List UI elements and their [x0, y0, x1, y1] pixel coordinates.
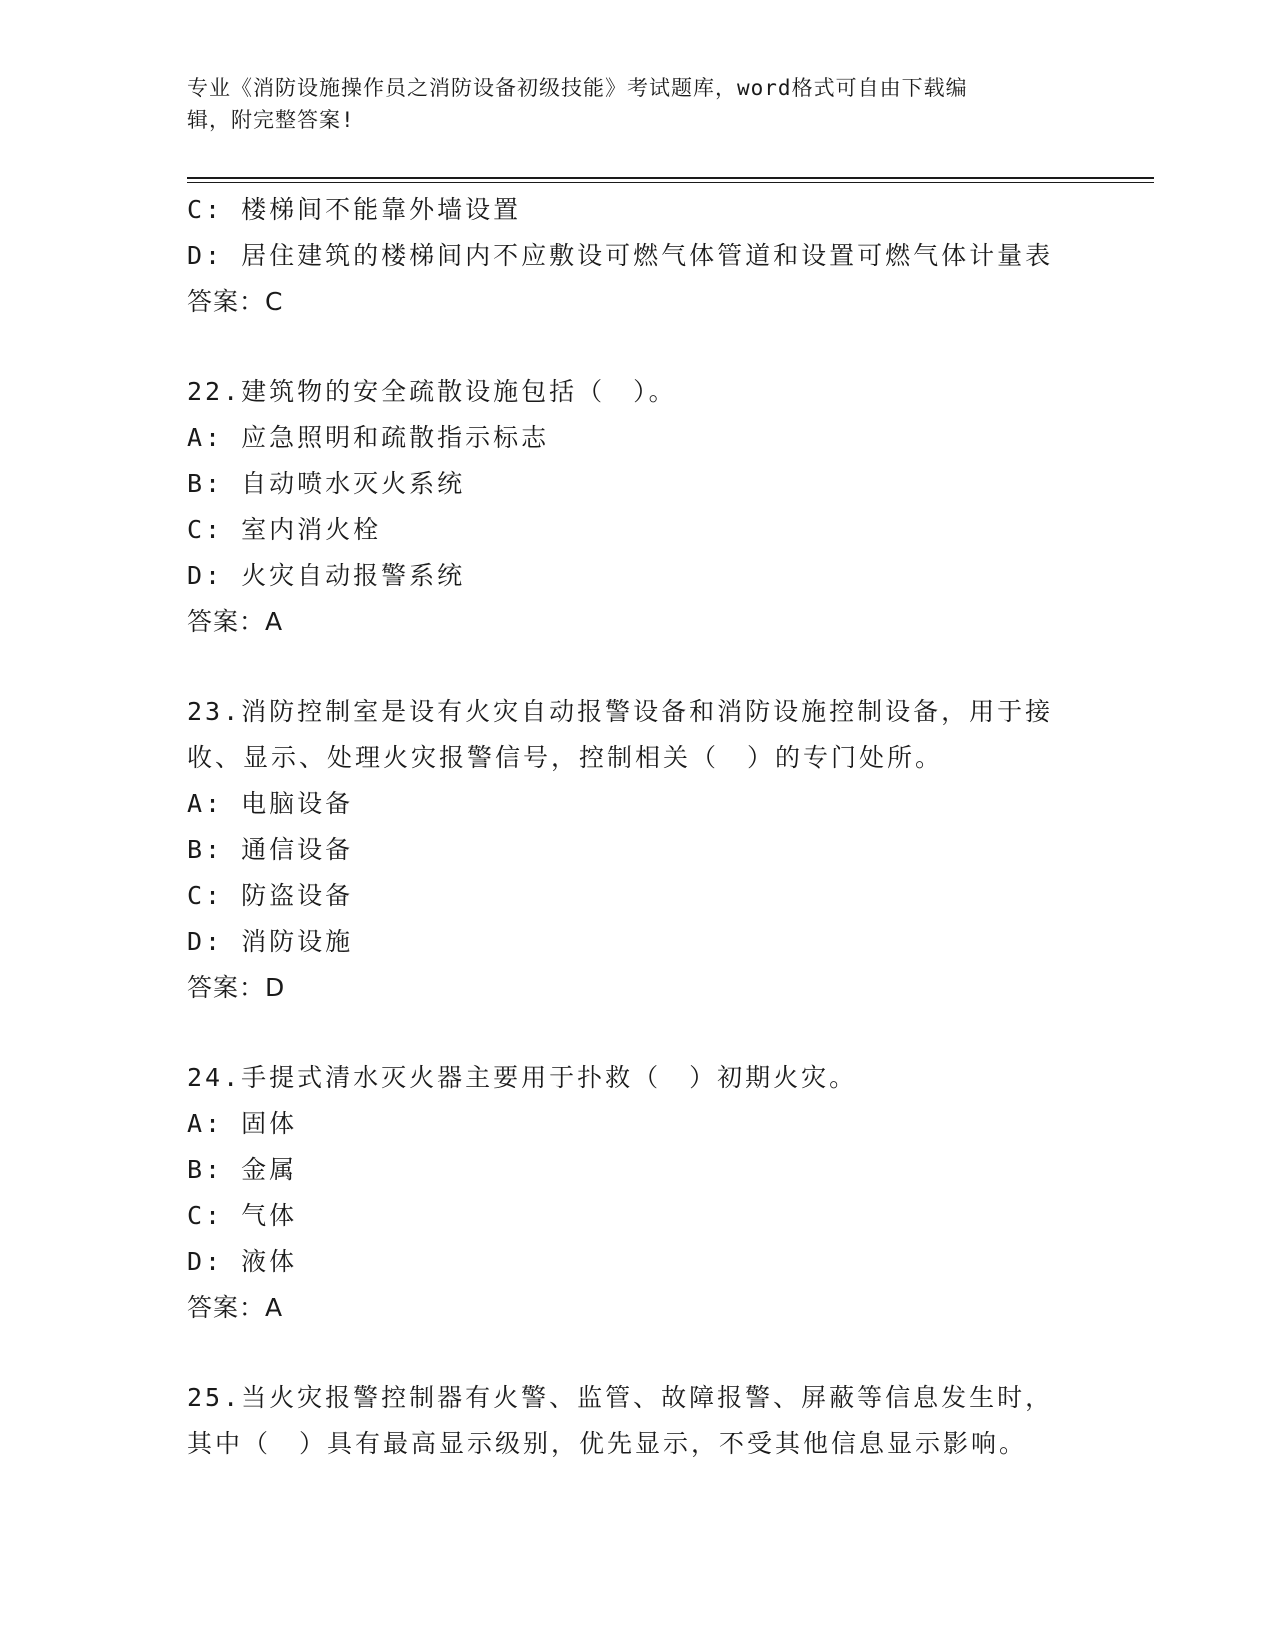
header-divider-thin	[187, 182, 1154, 183]
question-text-line-1: 23.消防控制室是设有火灾自动报警设备和消防设施控制设备，用于接	[187, 697, 1054, 726]
answer-line: 答案：A	[187, 607, 284, 636]
option-c: C: 防盗设备	[187, 881, 354, 910]
option-d: D: 液体	[187, 1247, 298, 1276]
question-text-line-2: 收、显示、处理火灾报警信号，控制相关（ ）的专门处所。	[187, 743, 944, 772]
option-a: A: 电脑设备	[187, 789, 354, 818]
option-b: B: 金属	[187, 1155, 298, 1184]
question-text: 22.建筑物的安全疏散设施包括（ ）。	[187, 377, 677, 406]
header-line-2: 辑，附完整答案!	[187, 108, 355, 132]
question-text-line-2: 其中（ ）具有最高显示级别，优先显示，不受其他信息显示影响。	[187, 1429, 1028, 1458]
option-b: B: 通信设备	[187, 835, 354, 864]
question-23	[187, 689, 1087, 1011]
option-d: D: 消防设施	[187, 927, 354, 956]
question-25	[187, 1375, 1087, 1467]
option-c: C: 室内消火栓	[187, 515, 382, 544]
option-c: C: 气体	[187, 1201, 298, 1230]
option-c: C: 楼梯间不能靠外墙设置	[187, 195, 522, 224]
document-header	[187, 72, 1087, 136]
option-a: A: 应急照明和疏散指示标志	[187, 423, 550, 452]
answer-line: 答案：C	[187, 287, 284, 316]
question-22	[187, 369, 1087, 645]
question-21-continued	[187, 187, 1087, 325]
answer-line: 答案：A	[187, 1293, 284, 1322]
document-body	[187, 187, 1087, 1467]
question-text-line-1: 25.当火灾报警控制器有火警、监管、故障报警、屏蔽等信息发生时，	[187, 1383, 1054, 1412]
option-b: B: 自动喷水灭火系统	[187, 469, 466, 498]
question-text: 24.手提式清水灭火器主要用于扑救（ ）初期火灾。	[187, 1063, 858, 1092]
option-d: D: 居住建筑的楼梯间内不应敷设可燃气体管道和设置可燃气体计量表	[187, 241, 1054, 270]
option-d: D: 火灾自动报警系统	[187, 561, 466, 590]
answer-line: 答案：D	[187, 973, 286, 1002]
header-line-1: 专业《消防设施操作员之消防设备初级技能》考试题库，word格式可自由下载编	[187, 76, 968, 100]
header-divider-thick	[187, 177, 1154, 179]
question-24	[187, 1055, 1087, 1331]
option-a: A: 固体	[187, 1109, 298, 1138]
